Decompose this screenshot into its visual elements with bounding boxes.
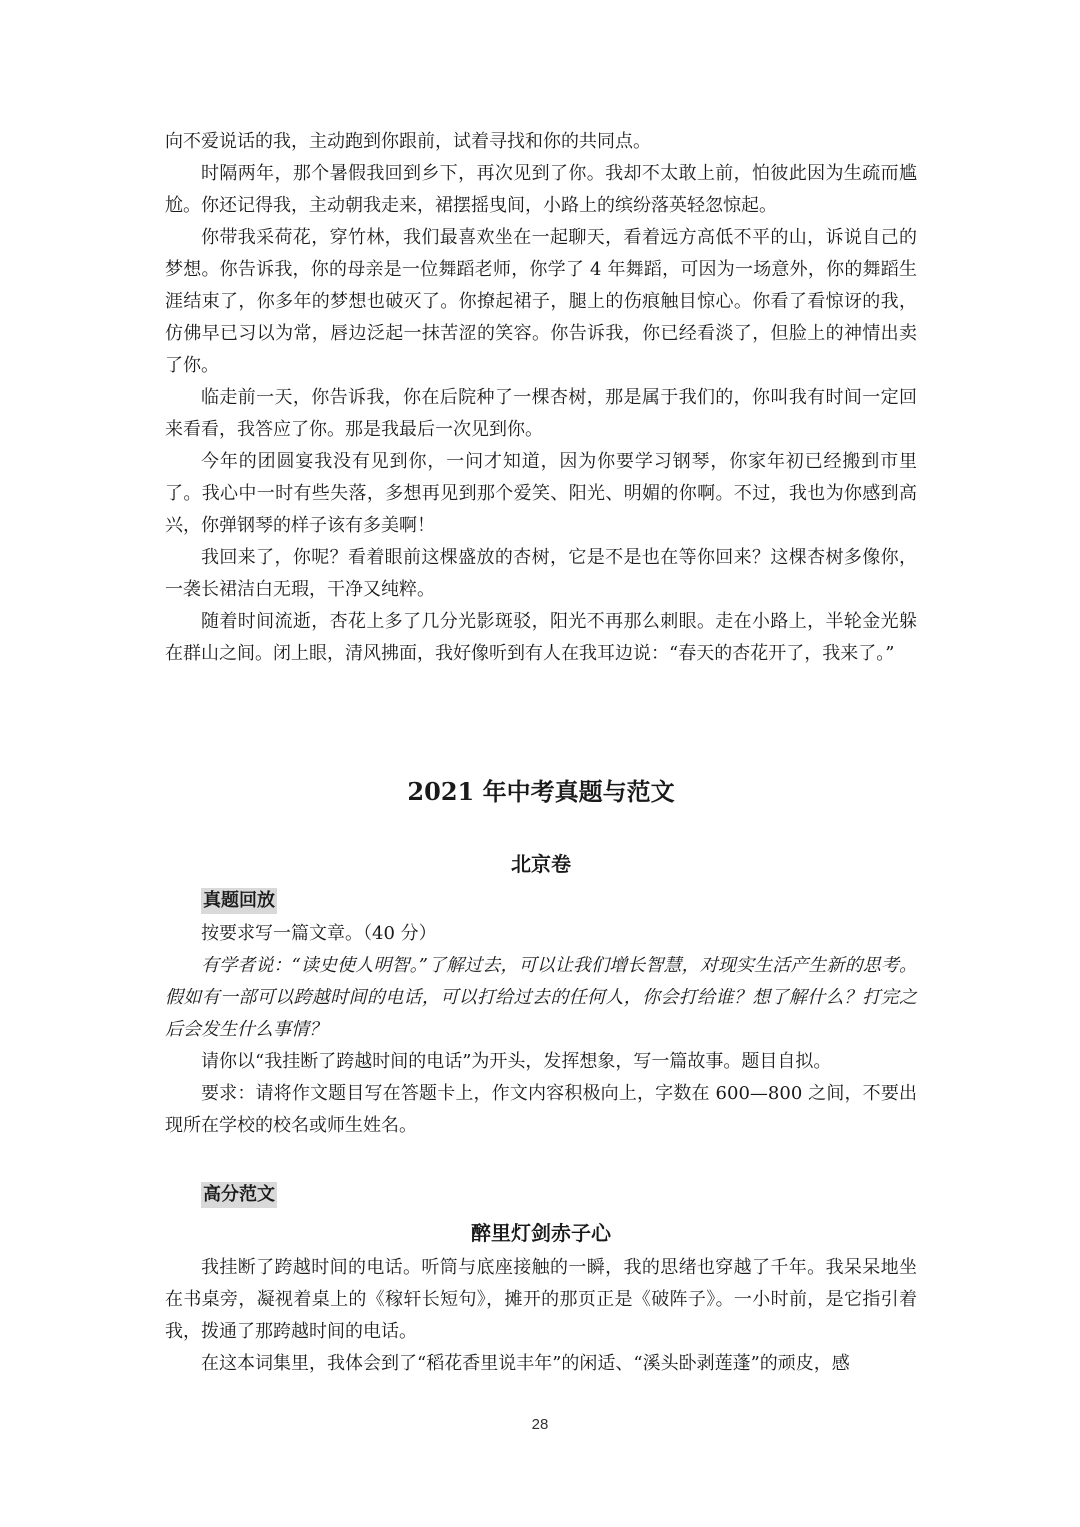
document-title: 2021 年中考真题与范文 <box>407 777 675 806</box>
spacer <box>165 1142 917 1182</box>
story-paragraph: 我回来了，你呢？看着眼前这棵盛放的杏树，它是不是也在等你回来？这棵杏树多像你，一袭长裙洁白无瑕，干净又纯粹。 <box>165 547 917 600</box>
essay-title: 醉里灯剑赤子心 <box>471 1221 611 1245</box>
story-paragraph: 时隔两年，那个暑假我回到乡下，再次见到了你。我却不太敢上前，怕彼此因为生疏而尴尬。你还记得我，主动朝我走来，裙摆摇曳间，小路上的缤纷落英轻忽惊起。 <box>165 163 917 216</box>
question-instruction: 按要求写一篇文章。（40 分） <box>201 923 437 944</box>
question-task: 请你以“我挂断了跨越时间的电话”为开头，发挥想象，写一篇故事。题目自拟。 <box>201 1051 832 1072</box>
question-section <box>165 888 917 918</box>
page-content <box>165 126 917 1380</box>
essay-paragraph: 我挂断了跨越时间的电话。听筒与底座接触的一瞬，我的思绪也穿越了千年。我呆呆地坐在书桌旁，凝视着桌上的《稼轩长短句》，摊开的那页正是《破阵子》。一小时前，是它指引着我，拨通了那跨越时间的电话。 <box>165 1257 917 1342</box>
question-section-label: 真题回放 <box>201 888 277 914</box>
page-number: 28 <box>531 1416 549 1433</box>
paper-title: 北京卷 <box>511 852 571 876</box>
story-paragraph: 你带我采荷花，穿竹林，我们最喜欢坐在一起聊天，看着远方高低不平的山，诉说自己的梦想。你告诉我，你的母亲是一位舞蹈老师，你学了 4 年舞蹈，可因为一场意外，你的舞蹈生涯结束了，你多年的梦想也破灭了。你撩起裙子，腿上的伤痕触目惊心。你看了看惊讶的我，仿佛早已习以为常，唇边泛起一抹苦涩的笑容。你告诉我，你已经看淡了，但脸上的神情出卖了你。 <box>165 227 917 376</box>
story-paragraph: 向不爱说话的我，主动跑到你跟前，试着寻找和你的共同点。 <box>165 131 651 152</box>
question-requirements: 要求：请将作文题目写在答题卡上，作文内容积极向上，字数在 600—800 之间，不要出现所在学校的校名或师生姓名。 <box>165 1083 917 1136</box>
story-paragraph: 临走前一天，你告诉我，你在后院种了一棵杏树，那是属于我们的，你叫我有时间一定回来看看，我答应了你。那是我最后一次见到你。 <box>165 387 917 440</box>
question-prompt: 有学者说：“读史使人明智。”了解过去，可以让我们增长智慧，对现实生活产生新的思考。假如有一部可以跨越时间的电话，可以打给过去的任何人，你会打给谁？想了解什么？打完之后会发生什么事情？ <box>165 955 917 1040</box>
sample-section <box>165 1182 917 1212</box>
story-paragraph: 随着时间流逝，杏花上多了几分光影斑驳，阳光不再那么刺眼。走在小路上，半轮金光躲在群山之间。闭上眼，清风拂面，我好像听到有人在我耳边说：“春天的杏花开了，我来了。” <box>165 611 917 664</box>
sample-section-label: 高分范文 <box>201 1182 277 1208</box>
essay-paragraph: 在这本词集里，我体会到了“稻花香里说丰年”的闲适、“溪头卧剥莲蓬”的顽皮，感 <box>201 1353 850 1374</box>
story-paragraph: 今年的团圆宴我没有见到你，一问才知道，因为你要学习钢琴，你家年初已经搬到市里了。我心中一时有些失落，多想再见到那个爱笑、阳光、明媚的你啊。不过，我也为你感到高兴，你弹钢琴的样子该有多美啊！ <box>165 451 917 536</box>
